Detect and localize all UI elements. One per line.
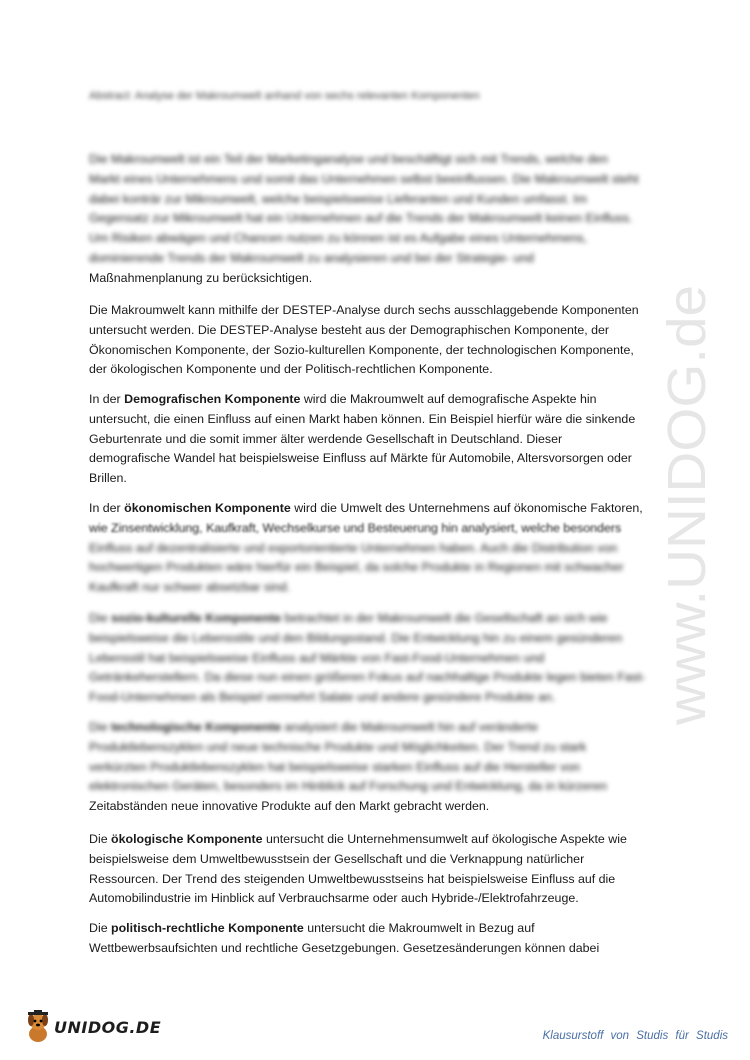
- text-line: dabei konträr zur Mikroumwelt, welche beispielsweise Lieferanten und Kunden umfasst. Im: [89, 191, 587, 206]
- text-line: [89, 919, 654, 939]
- text-line: Maßnahmenplanung zu berücksichtigen.: [89, 270, 313, 285]
- text-line: verkürzten Produktlebenszyklen hat beispielsweise starken Einfluss auf die Hersteller von: [89, 759, 581, 774]
- text-line: Zeitabständen neue innovative Produkte auf den Markt gebracht werden.: [89, 799, 490, 814]
- text-line: Getränkeherstellern. Da diese nun einen größeren Fokus auf nachhaltige Produkte legen bieten Fast-: [89, 670, 646, 685]
- text-line: Markt eines Unternehmens und somit das Unternehmen selbst beeinflussen. Die Makroumwelt steht: [89, 171, 639, 186]
- text-suffix: analysiert die Makroumwelt hin auf veränderte: [281, 720, 538, 734]
- text-prefix: In der: [89, 392, 125, 406]
- bold-term: politisch-rechtliche Komponente: [111, 921, 304, 935]
- text-suffix: untersucht die Makroumwelt in Bezug auf: [303, 921, 535, 935]
- text-line: demografische Wandel hat beispielsweise Einfluss auf Märkte für Automobile, Altersvorsorgen oder: [89, 451, 632, 466]
- text-line: hochwertigen Produkten wäre hierfür ein Beispiel, da solche Produkte in Regionen mit schwacher: [89, 560, 624, 575]
- text-line: [89, 390, 654, 410]
- text-line: [89, 718, 654, 738]
- text-line: wie Zinsentwicklung, Kaufkraft, Wechselkurse und Besteuerung hin analysiert, welche besonders: [89, 520, 622, 535]
- bold-term: ökonomischen Komponente: [124, 501, 291, 515]
- destep-paragraph: [89, 301, 654, 380]
- watermark-graphic: [645, 280, 735, 730]
- demographic-paragraph: [89, 390, 654, 489]
- text-line: Kaufkraft nur schwer absetzbar sind.: [89, 580, 291, 595]
- technological-paragraph: [89, 718, 654, 817]
- text-line: Produktlebenszyklen und neue technische Produkte und Möglichkeiten. Der Trend zu stark: [89, 739, 587, 754]
- text-line: beispielsweise die Lebensstile und den Bildungsstand. Die Entwicklung hin zu einem gesünderen: [89, 630, 623, 645]
- text-line: Automobilindustrie im Hinblick auf Verbrauchsarme oder auch Hybride-/Elektrofahrzeuge.: [89, 891, 579, 906]
- watermark-text: www.UNIDOG.de: [657, 304, 717, 725]
- bold-term: ökologische Komponente: [111, 832, 263, 846]
- text-line: Die Makroumwelt ist ein Teil der Marketinganalyse und beschäftigt sich mit Trends, welche den: [89, 152, 609, 166]
- text-line: Geburtenrate und die somit immer älter werdende Gesellschaft in Deutschland. Dieser: [89, 431, 563, 446]
- text-suffix: wird die Umwelt des Unternehmens auf ökonomische Faktoren,: [290, 501, 643, 515]
- text-line: [89, 499, 654, 519]
- bold-term: sozio-kulturelle Komponente: [111, 611, 282, 625]
- bold-term: technologische Komponente: [111, 720, 282, 734]
- text-line: Die Makroumwelt kann mithilfe der DESTEP-Analyse durch sechs ausschlaggebende Komponenten: [89, 303, 639, 317]
- text-line: [89, 830, 654, 850]
- political-legal-paragraph: [89, 919, 654, 959]
- text-prefix: In der: [89, 501, 125, 515]
- text-line: [89, 609, 654, 629]
- unidog-logo[interactable]: [24, 1010, 161, 1044]
- text-line: untersucht werden. Die DESTEP-Analyse besteht aus der Demographischen Komponente, der: [89, 322, 610, 337]
- text-line: Lebensstil hat beispielsweise Einfluss auf Märkte von Fast-Food-Unternehmen und: [89, 650, 545, 665]
- dog-mascot-icon: [24, 1010, 52, 1044]
- text-line: Einfluss auf dezentralisierte und exportorientierte Unternehmen haben. Auch die Distribution von: [89, 540, 618, 555]
- bold-term: Demografischen Komponente: [124, 392, 301, 406]
- text-prefix: Die: [89, 720, 112, 734]
- text-line: Ressourcen. Der Trend des steigenden Umweltbewusstseins hat beispielsweise Einfluss auf die: [89, 871, 616, 886]
- text-suffix: untersucht die Unternehmensumwelt auf ökologische Aspekte wie: [262, 832, 627, 846]
- text-line: Ökonomischen Komponente, der Sozio-kulturellen Komponente, der technologischen Komponente,: [89, 342, 634, 357]
- watermark: [645, 280, 735, 730]
- text-suffix: betrachtet in der Makroumwelt die Gesellschaft an sich wie: [281, 611, 608, 625]
- text-line: Gegensatz zur Mikroumwelt hat ein Unternehmen auf die Trends der Makroumwelt keinen Einfluss.: [89, 211, 633, 226]
- logo-text: UNIDOG.DE: [54, 1017, 162, 1037]
- text-line: Food-Unternehmen als Beispiel vermehrt Salate und andere gesündere Produkte an.: [89, 690, 556, 705]
- text-line: Brillen.: [89, 471, 127, 486]
- text-line: Wettbewerbsaufsichten und rechtliche Gesetzgebungen. Gesetzesänderungen können dabei: [89, 940, 600, 955]
- intro-paragraph: [89, 150, 654, 289]
- text-line: der ökologischen Komponente und der Politisch-rechtlichen Komponente.: [89, 362, 493, 377]
- text-line: untersucht, die einen Einfluss auf einen Markt haben können. Ein Beispiel hierfür wäre die sinkende: [89, 411, 636, 426]
- document-title: Abstract: Analyse der Makroumwelt anhand von sechs relevanten Komponenten: [89, 90, 480, 102]
- text-line: beispielsweise dem Umweltbewusstsein der Gesellschaft und die Verknappung natürlicher: [89, 851, 585, 866]
- text-prefix: Die: [89, 921, 112, 935]
- ecological-paragraph: [89, 830, 654, 909]
- text-line: elektronischen Geräten, besonders im Hinblick auf Forschung und Entwicklung, da in kürzeren: [89, 779, 607, 794]
- text-prefix: Die: [89, 611, 112, 625]
- text-suffix: wird die Makroumwelt auf demografische Aspekte hin: [300, 392, 597, 406]
- text-prefix: Die: [89, 832, 112, 846]
- text-line: dominierende Trends der Makroumwelt zu analysieren und bei der Strategie- und: [89, 250, 534, 265]
- sociocultural-paragraph: [89, 609, 654, 708]
- economic-paragraph: [89, 499, 654, 598]
- text-line: Um Risiken abwägen und Chancen nutzen zu können ist es Aufgabe eines Unternehmens,: [89, 231, 588, 246]
- footer-claim: Klausurstoff von Studis für Studis: [542, 1030, 728, 1042]
